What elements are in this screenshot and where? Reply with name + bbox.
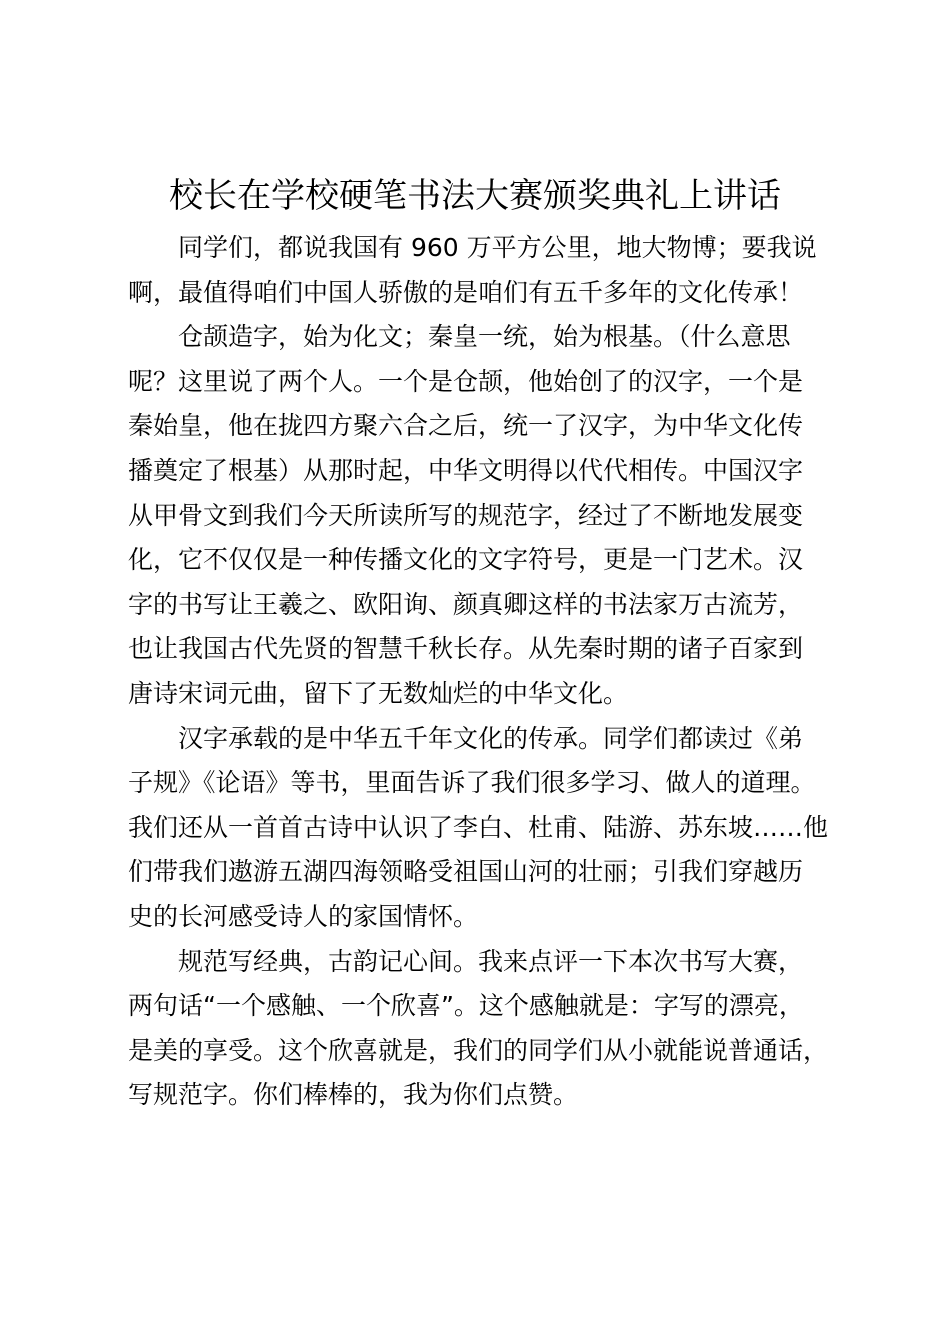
paragraph-line: 们带我们遨游五湖四海领略受祖国山河的壮丽；引我们穿越历 — [128, 857, 804, 887]
paragraph-2 — [128, 315, 858, 716]
paragraph-line: 规范写经典，古韵记心间。我来点评一下本次书写大赛， — [178, 946, 804, 976]
paragraph-line: 两句话“一个感触、一个欣喜”。这个感触就是：字写的漂亮， — [128, 991, 804, 1021]
paragraph-line: 唐诗宋词元曲，留下了无数灿烂的中华文化。 — [128, 678, 629, 708]
paragraph-line: 汉字承载的是中华五千年文化的传承。同学们都读过《弟 — [178, 723, 804, 753]
paragraph-line: 啊，最值得咱们中国人骄傲的是咱们有五千多年的文化传承！ — [128, 277, 804, 307]
paragraph-line: 字的书写让王羲之、欧阳询、颜真卿这样的书法家万古流芳， — [128, 589, 804, 619]
paragraph-line: 化，它不仅仅是一种传播文化的文字符号，更是一门艺术。汉 — [128, 545, 804, 575]
paragraph-line: 秦始皇，他在拢四方聚六合之后，统一了汉字，为中华文化传 — [128, 411, 804, 441]
paragraph-line: 呢？这里说了两个人。一个是仓颉，他始创了的汉字，一个是 — [128, 366, 804, 396]
paragraph-line: 也让我国古代先贤的智慧千秋长存。从先秦时期的诸子百家到 — [128, 634, 804, 664]
paragraph-line: 从甲骨文到我们今天所读所写的规范字，经过了不断地发展变 — [128, 500, 804, 530]
document-title: 校长在学校硬笔书法大赛颁奖典礼上讲话 — [169, 176, 781, 216]
paragraph-1 — [128, 226, 858, 315]
paragraph-line: 播奠定了根基）从那时起，中华文明得以代代相传。中国汉字 — [128, 455, 804, 485]
paragraph-line: 我们还从一首首古诗中认识了李白、杜甫、陆游、苏东坡……他 — [128, 812, 829, 842]
paragraph-line: 史的长河感受诗人的家国情怀。 — [128, 901, 479, 931]
paragraph-line: 同学们，都说我国有 960 万平方公里，地大物博；要我说 — [178, 233, 817, 262]
paragraph-line: 仓颉造字，始为化文；秦皇一统，始为根基。（什么意思 — [178, 322, 791, 352]
paragraph-3 — [128, 717, 858, 940]
paragraph-line: 写规范字。你们棒棒的，我为你们点赞。 — [128, 1080, 579, 1110]
paragraph-line: 是美的享受。这个欣喜就是，我们的同学们从小就能说普通话， — [128, 1035, 829, 1065]
document-body — [128, 226, 858, 1118]
paragraph-line: 子规》《论语》等书，里面告诉了我们很多学习、做人的道理。 — [128, 768, 816, 798]
paragraph-4 — [128, 940, 858, 1118]
